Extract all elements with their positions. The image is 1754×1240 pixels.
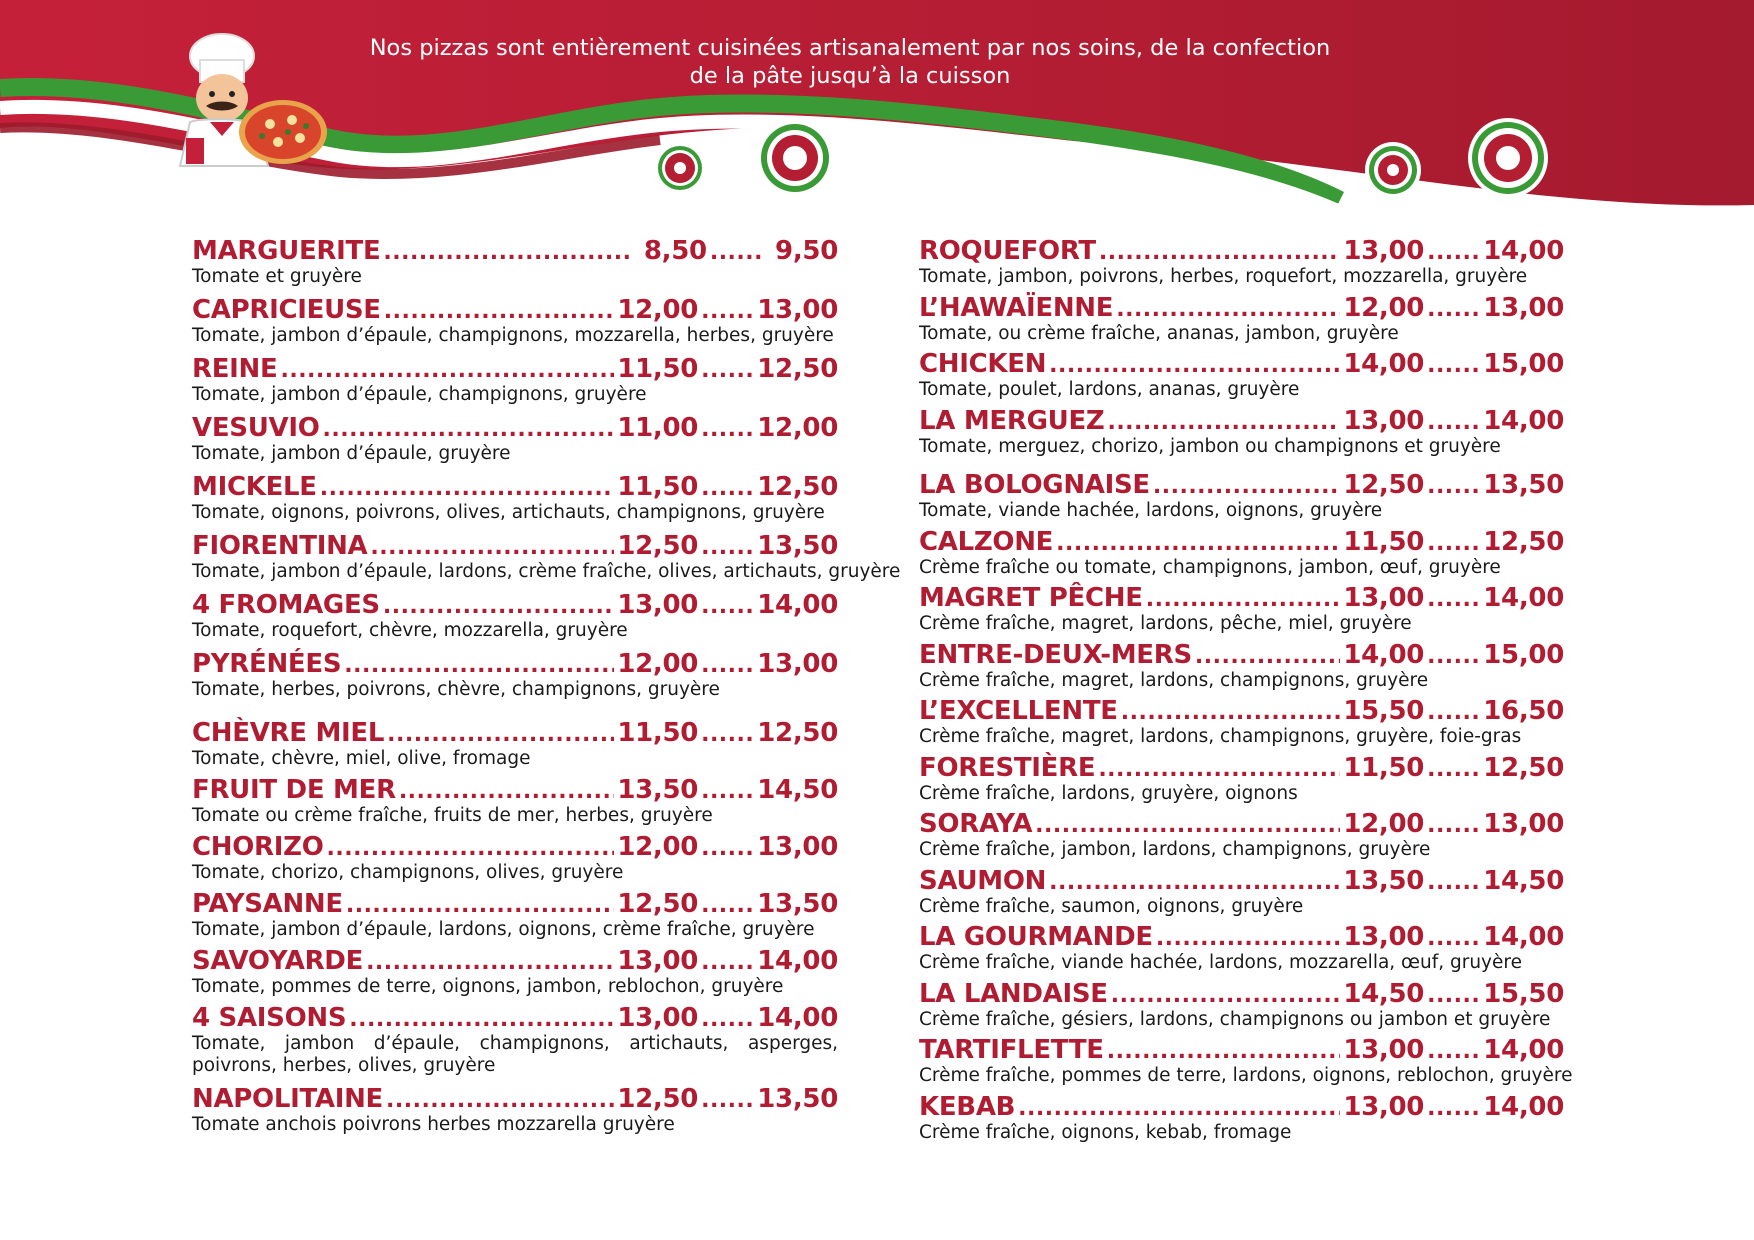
dot-leader (701, 535, 754, 560)
dot-leader (1035, 813, 1340, 838)
menu-item-header (919, 236, 1564, 266)
dot-leader (1427, 700, 1480, 725)
price-large: 14,00 (1483, 922, 1564, 952)
price-large: 13,00 (1483, 292, 1564, 323)
price-small: 11,00 (617, 413, 699, 443)
pizza-ingredients: Crème fraîche, pommes de terre, lardons, oignons, reblochon, gruyère (919, 1065, 1573, 1086)
pizza-ingredients: Tomate, merguez, chorizo, jambon ou champignons et gruyère (919, 435, 1501, 457)
pizza-name: SORAYA (919, 809, 1033, 839)
menu-item-header (192, 775, 838, 805)
menu-item (919, 583, 1564, 640)
price-large: 12,50 (1483, 526, 1564, 557)
menu-item (919, 236, 1564, 293)
pizza-name: SAUMON (919, 865, 1047, 896)
pizza-name: CAPRICIEUSE (192, 295, 381, 325)
menu-item-header (919, 527, 1564, 557)
dot-leader (701, 476, 754, 501)
pizza-name: MICKELE (192, 472, 317, 502)
price-large: 9,50 (775, 236, 838, 266)
dot-leader (1427, 870, 1480, 895)
pizza-name: 4 SAISONS (192, 1003, 347, 1033)
price-small: 13,50 (1343, 865, 1425, 896)
menu-column-left (192, 236, 901, 1141)
pizza-ingredients: Crème fraîche, magret, lardons, champignons, gruyère, foie-gras (919, 726, 1522, 747)
menu-item-header (192, 1003, 838, 1033)
pizza-ingredients: Tomate, chorizo, champignons, olives, gruyère (192, 862, 624, 883)
price-large: 13,50 (1483, 470, 1564, 500)
dot-leader (1107, 410, 1340, 435)
dot-leader (1427, 813, 1480, 838)
dot-leader (1098, 757, 1340, 782)
menu-item-header (919, 1035, 1564, 1065)
menu-item (919, 640, 1564, 697)
dot-leader (1018, 1096, 1340, 1121)
menu-item-header (919, 866, 1564, 896)
menu-item (919, 809, 1564, 866)
dot-leader (383, 240, 631, 265)
pizza-name: MARGUERITE (192, 236, 381, 266)
dot-leader (1049, 353, 1340, 378)
menu-item (919, 406, 1564, 463)
pizza-ingredients: Tomate, jambon d’épaule, champignons, artichauts, asperges, poivrons, herbes, olives, gruyère (192, 1033, 838, 1076)
pizza-ingredients: Tomate, herbes, poivrons, chèvre, champignons, gruyère (192, 679, 720, 700)
dot-leader (701, 417, 754, 442)
dot-leader (323, 417, 615, 442)
dot-leader (1056, 531, 1340, 556)
pizza-ingredients: Crème fraîche, oignons, kebab, fromage (919, 1121, 1292, 1143)
menu-item-header (919, 696, 1564, 726)
price-small: 12,00 (1343, 809, 1425, 839)
price-large: 14,00 (1483, 583, 1564, 613)
menu-item-header (192, 590, 838, 620)
price-small: 12,00 (1343, 292, 1425, 323)
pizza-ingredients: Tomate, viande hachée, lardons, oignons, gruyère (919, 500, 1383, 521)
price-large: 13,00 (757, 649, 838, 679)
menu-item-header (192, 354, 838, 384)
pizza-ingredients: Tomate et gruyère (192, 266, 362, 287)
pizza-ingredients: Crème fraîche, gésiers, lardons, champignons ou jambon et gruyère (919, 1008, 1551, 1030)
menu-item-header (192, 1084, 838, 1114)
menu-item (192, 889, 838, 946)
tagline-line: Nos pizzas sont entièrement cuisinées artisanalement par nos soins, de la confection (369, 35, 1331, 61)
price-large: 14,50 (757, 775, 838, 805)
dot-leader (1121, 700, 1341, 725)
dot-leader (1427, 353, 1480, 378)
pizza-name: ROQUEFORT (919, 236, 1096, 266)
dot-leader (1427, 1039, 1480, 1064)
pizza-ingredients: Tomate anchois poivrons herbes mozzarella gruyère (192, 1114, 675, 1135)
pizza-name: L’EXCELLENTE (919, 696, 1118, 726)
price-large: 14,00 (1483, 1035, 1564, 1065)
pizza-name: MAGRET PÊCHE (919, 583, 1143, 613)
dot-leader (1427, 1096, 1480, 1121)
pizza-name: CHICKEN (919, 349, 1047, 379)
pizza-ingredients: Tomate, ou crème fraîche, ananas, jambon, gruyère (919, 322, 1399, 344)
menu-item (192, 236, 838, 293)
dot-leader (710, 240, 763, 265)
price-large: 12,50 (1483, 752, 1564, 783)
pizza-ingredients: Tomate, chèvre, miel, olive, fromage (192, 748, 531, 769)
dot-leader (1111, 983, 1341, 1008)
menu-item (192, 293, 838, 352)
price-small: 11,50 (1343, 752, 1425, 783)
price-large: 14,00 (757, 1003, 838, 1033)
menu-item (192, 529, 901, 588)
price-small: 13,00 (617, 1003, 699, 1033)
pizza-ingredients: Crème fraîche ou tomate, champignons, jambon, œuf, gruyère (919, 556, 1501, 578)
dot-leader (701, 358, 754, 383)
pizza-name: NAPOLITAINE (192, 1084, 384, 1114)
price-large: 15,00 (1483, 349, 1564, 379)
pizza-name: REINE (192, 354, 278, 384)
price-large: 14,00 (757, 946, 838, 976)
dot-leader (399, 779, 615, 804)
dot-leader (383, 594, 614, 619)
price-small: 13,00 (1343, 405, 1425, 436)
pizza-name: FORESTIÈRE (919, 752, 1096, 783)
menu-item (919, 462, 1564, 527)
menu-item (919, 866, 1564, 923)
dot-leader (701, 653, 754, 678)
menu-item-header (919, 470, 1564, 500)
menu-item-header (192, 946, 838, 976)
pizza-ingredients: Crème fraîche, jambon, lardons, champignons, gruyère (919, 839, 1431, 860)
pizza-name: FRUIT DE MER (192, 775, 396, 805)
menu-item (192, 775, 838, 832)
pizza-ingredients: Crème fraîche, saumon, oignons, gruyère (919, 895, 1304, 917)
pizza-name: CHORIZO (192, 832, 324, 862)
price-large: 15,00 (1483, 639, 1564, 670)
menu-item (192, 1003, 838, 1082)
menu-item-header (919, 640, 1564, 670)
price-small: 14,00 (1343, 639, 1425, 670)
pizza-name: PAYSANNE (192, 889, 343, 919)
price-large: 13,50 (757, 531, 838, 561)
dot-leader (701, 893, 754, 918)
menu-item-header (192, 889, 838, 919)
dot-leader (701, 950, 754, 975)
pizza-ingredients: Tomate, jambon d’épaule, champignons, gruyère (192, 384, 647, 405)
price-small: 13,00 (617, 590, 699, 620)
decorative-circle-icon (654, 142, 706, 194)
pizza-ingredients: Tomate, poulet, lardons, ananas, gruyère (919, 379, 1300, 400)
pizza-ingredients: Tomate, pommes de terre, oignons, jambon, reblochon, gruyère (192, 976, 784, 997)
pizza-name: CALZONE (919, 526, 1054, 557)
price-large: 16,50 (1483, 696, 1564, 726)
pizza-name: LA BOLOGNAISE (919, 470, 1150, 500)
menu-item-header (919, 809, 1564, 839)
price-small: 12,00 (617, 832, 699, 862)
dot-leader (327, 836, 615, 861)
pizza-name: LA LANDAISE (919, 978, 1108, 1009)
price-large: 15,50 (1483, 978, 1564, 1009)
menu-item (192, 352, 838, 411)
menu-item (192, 832, 838, 889)
menu-item (192, 470, 838, 529)
dot-leader (349, 1007, 614, 1032)
pizza-ingredients: Tomate, roquefort, chèvre, mozzarella, gruyère (192, 620, 628, 641)
price-small: 12,50 (617, 889, 699, 919)
dot-leader (701, 299, 754, 324)
price-small: 12,50 (617, 1084, 699, 1114)
price-large: 12,50 (757, 354, 838, 384)
menu-item (192, 411, 838, 470)
dot-leader (1153, 474, 1340, 499)
dot-leader (1427, 410, 1480, 435)
menu-item (192, 588, 838, 647)
dot-leader (701, 1088, 754, 1113)
dot-leader (1099, 240, 1340, 265)
dot-leader (1195, 644, 1340, 669)
menu-item-header (919, 293, 1564, 323)
pizza-ingredients: Tomate, oignons, poivrons, olives, artichauts, champignons, gruyère (192, 502, 825, 523)
price-large: 12,00 (757, 413, 838, 443)
price-small: 8,50 (643, 236, 707, 266)
menu-item-header (192, 531, 838, 561)
price-small: 11,50 (617, 472, 699, 502)
pizza-ingredients: Tomate, jambon d’épaule, lardons, crème fraîche, olives, artichauts, gruyère (192, 561, 901, 582)
dot-leader (1156, 926, 1341, 951)
dot-leader (1427, 297, 1480, 322)
pizza-name: LA MERGUEZ (919, 405, 1105, 436)
menu-item (919, 527, 1564, 584)
pizza-ingredients: Tomate ou crème fraîche, fruits de mer, herbes, gruyère (192, 805, 713, 826)
pizza-ingredients: Crème fraîche, viande hachée, lardons, mozzarella, œuf, gruyère (919, 952, 1522, 973)
pizza-ingredients: Tomate, jambon, poivrons, herbes, roquefort, mozzarella, gruyère (919, 266, 1528, 287)
menu-item-header (192, 295, 838, 325)
pizza-name: PYRÉNÉES (192, 649, 342, 679)
price-small: 13,00 (617, 946, 699, 976)
pizza-ingredients: Crème fraîche, magret, lardons, pêche, miel, gruyère (919, 613, 1412, 634)
dot-leader (1427, 757, 1480, 782)
menu-item-header (192, 718, 838, 748)
menu-item (919, 1035, 1573, 1092)
menu-item (192, 706, 838, 775)
price-small: 11,50 (617, 718, 699, 748)
pizza-name: SAVOYARDE (192, 946, 364, 976)
price-large: 13,00 (757, 295, 838, 325)
dot-leader (320, 476, 615, 501)
price-small: 13,00 (1343, 922, 1425, 952)
menu-item-header (192, 649, 838, 679)
price-small: 13,50 (617, 775, 699, 805)
dot-leader (384, 299, 615, 324)
pizza-ingredients: Tomate, jambon d’épaule, lardons, oignons, crème fraîche, gruyère (192, 919, 815, 940)
price-large: 13,50 (757, 889, 838, 919)
price-small: 14,00 (1343, 349, 1425, 379)
menu-item (919, 349, 1564, 406)
price-small: 13,00 (1343, 1091, 1425, 1122)
pizza-name: ENTRE-DEUX-MERS (919, 639, 1192, 670)
menu-item-header (192, 832, 838, 862)
menu-item-header (919, 349, 1564, 379)
pizza-ingredients: Tomate, jambon d’épaule, champignons, mozzarella, herbes, gruyère (192, 325, 834, 346)
menu-item (919, 979, 1564, 1036)
price-large: 12,50 (757, 472, 838, 502)
dot-leader (370, 535, 614, 560)
dot-leader (1427, 926, 1480, 951)
dot-leader (701, 594, 754, 619)
price-small: 12,50 (617, 531, 699, 561)
price-small: 13,00 (1343, 1035, 1425, 1065)
dot-leader (346, 893, 614, 918)
dot-leader (280, 358, 614, 383)
pizza-name: VESUVIO (192, 413, 320, 443)
price-large: 13,00 (757, 832, 838, 862)
dot-leader (701, 722, 754, 747)
dot-leader (1049, 870, 1340, 895)
price-large: 14,00 (757, 590, 838, 620)
pizza-name: L’HAWAÏENNE (919, 292, 1114, 323)
pizza-name: KEBAB (919, 1091, 1016, 1122)
menu-item-header (192, 413, 838, 443)
decorative-circle-icon (757, 120, 833, 196)
menu-item (919, 922, 1564, 979)
dot-leader (1427, 587, 1480, 612)
dot-leader (387, 722, 614, 747)
pizza-ingredients: Tomate, jambon d’épaule, gruyère (192, 443, 511, 464)
price-large: 12,50 (757, 718, 838, 748)
pizza-name: TARTIFLETTE (919, 1035, 1104, 1065)
dot-leader (1427, 240, 1480, 265)
price-small: 15,50 (1343, 696, 1425, 726)
menu-item (192, 647, 838, 706)
dot-leader (1107, 1039, 1341, 1064)
price-large: 14,00 (1483, 1091, 1564, 1122)
price-large: 14,00 (1483, 236, 1564, 266)
menu-item (919, 293, 1564, 350)
dot-leader (701, 1007, 754, 1032)
pizza-ingredients: Crème fraîche, magret, lardons, champignons, gruyère (919, 669, 1429, 691)
decorative-circle-icon (1468, 118, 1548, 198)
price-large: 13,50 (757, 1084, 838, 1114)
price-small: 11,50 (617, 354, 699, 384)
price-large: 13,00 (1483, 809, 1564, 839)
dot-leader (1146, 587, 1341, 612)
menu-item (919, 1092, 1564, 1149)
price-large: 14,00 (1483, 405, 1564, 436)
menu-item (919, 753, 1564, 810)
menu-item-header (919, 1092, 1564, 1122)
dot-leader (1427, 644, 1480, 669)
pizza-ingredients: Crème fraîche, lardons, gruyère, oignons (919, 782, 1298, 804)
dot-leader (386, 1088, 614, 1113)
menu-item-header (192, 236, 838, 266)
pizza-name: CHÈVRE MIEL (192, 718, 385, 748)
tagline (300, 34, 1400, 90)
dot-leader (1427, 983, 1480, 1008)
menu-item-header (919, 406, 1564, 436)
price-small: 12,50 (1343, 470, 1425, 500)
menu-item-header (919, 922, 1564, 952)
menu-item (192, 1082, 838, 1141)
menu-item-header (919, 583, 1564, 613)
price-small: 12,00 (617, 649, 699, 679)
pizza-name: FIORENTINA (192, 531, 368, 561)
tagline-line: de la pâte jusqu’à la cuisson (689, 63, 1011, 89)
menu-item-header (919, 979, 1564, 1009)
dot-leader (1116, 297, 1340, 322)
dot-leader (1427, 531, 1480, 556)
dot-leader (701, 779, 754, 804)
pizza-name: 4 FROMAGES (192, 590, 380, 620)
price-large: 14,50 (1483, 865, 1564, 896)
price-small: 13,00 (1343, 583, 1425, 613)
menu-item (192, 946, 838, 1003)
price-small: 12,00 (617, 295, 699, 325)
price-small: 11,50 (1343, 526, 1425, 557)
dot-leader (366, 950, 614, 975)
menu-item-header (192, 472, 838, 502)
dot-leader (701, 836, 754, 861)
menu-item-header (919, 753, 1564, 783)
menu-column-right (919, 236, 1573, 1148)
price-small: 13,00 (1343, 236, 1425, 266)
header-banner (0, 0, 1754, 230)
dot-leader (1427, 474, 1480, 499)
pizza-name: LA GOURMANDE (919, 922, 1153, 952)
price-small: 14,50 (1343, 978, 1425, 1009)
menu-item (919, 696, 1564, 753)
dot-leader (344, 653, 614, 678)
decorative-circle-icon (1365, 142, 1421, 198)
